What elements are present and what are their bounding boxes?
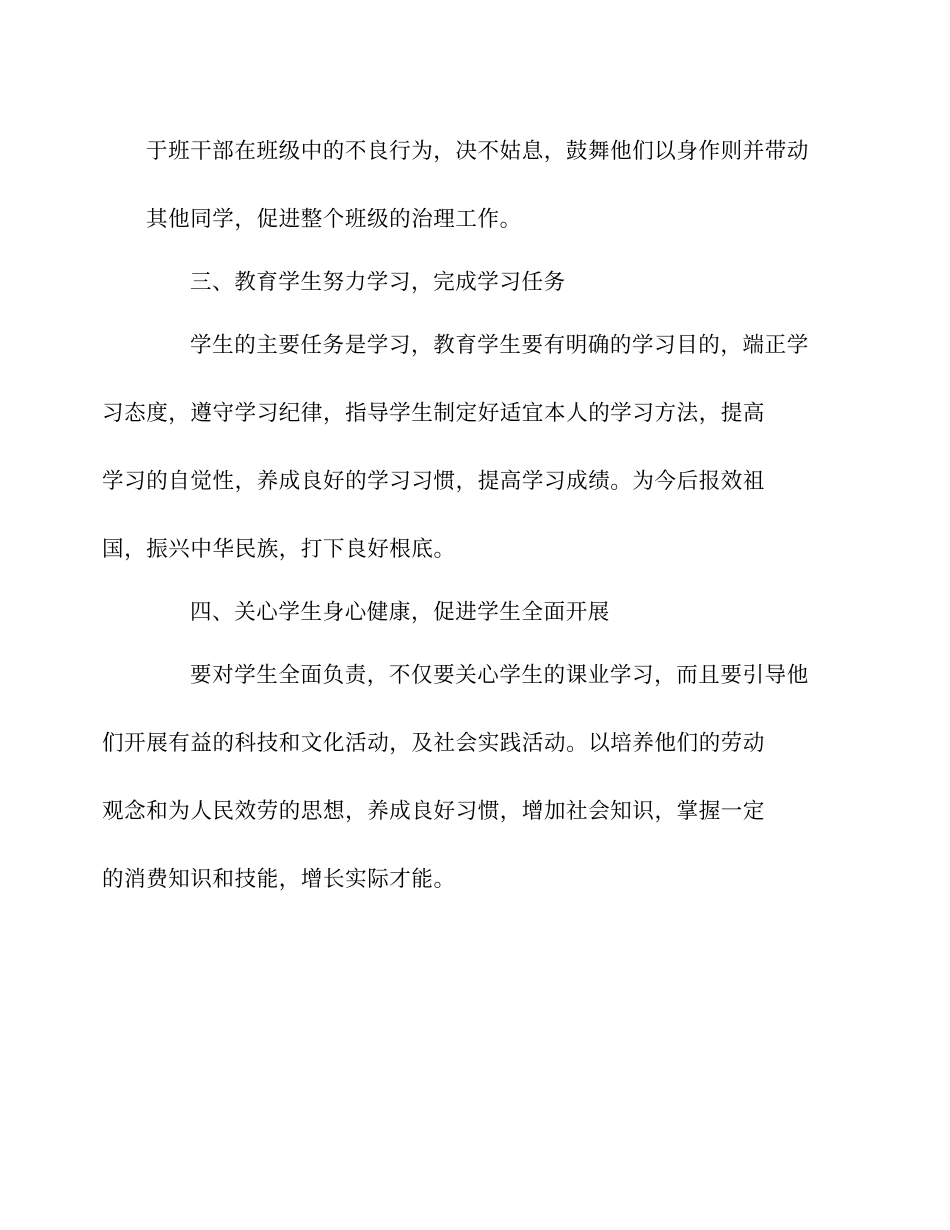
text-line: 习态度，遵守学习纪律，指导学生制定好适宜本人的学习方法，提高 [102, 401, 766, 426]
text-line: 学习的自觉性，养成良好的学习习惯，提高学习成绩。为今后报效祖 [102, 469, 766, 494]
section-4-paragraph [102, 642, 809, 914]
text-line: 观念和为人民效劳的思想，养成良好习惯，增加社会知识，掌握一定 [102, 799, 766, 824]
text-line: 要对学生全面负责，不仅要关心学生的课业学习，而且要引导他 [190, 663, 809, 688]
section-heading-3: 三、教育学生努力学习，完成学习任务 [190, 270, 566, 295]
paragraph-continued [146, 118, 810, 254]
text-line: 们开展有益的科技和文化活动，及社会实践活动。以培养他们的劳动 [102, 731, 766, 756]
text-line: 的消费知识和技能，增长实际才能。 [102, 867, 456, 892]
section-3-paragraph [102, 312, 809, 584]
text-line: 国，振兴中华民族，打下良好根底。 [102, 537, 456, 562]
text-line: 学生的主要任务是学习，教育学生要有明确的学习目的，端正学 [190, 333, 809, 358]
text-line: 于班干部在班级中的不良行为，决不姑息，鼓舞他们以身作则并带动 [146, 139, 810, 164]
document-body [102, 118, 810, 914]
section-heading-4: 四、关心学生身心健康，促进学生全面开展 [190, 600, 610, 625]
text-line: 其他同学，促进整个班级的治理工作。 [146, 207, 522, 232]
